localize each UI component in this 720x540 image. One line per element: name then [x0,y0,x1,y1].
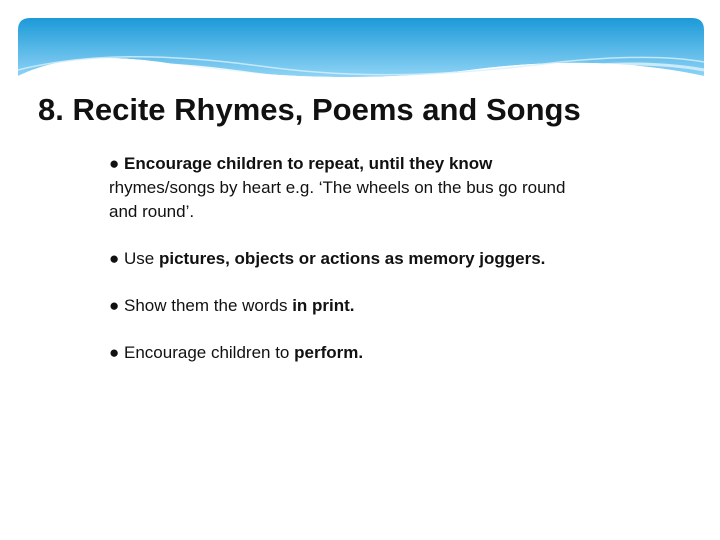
bullet-lead-text: Encourage children to [119,343,295,362]
bullet-dot-icon: ● [109,249,120,268]
bullet-dot-icon: ● [109,343,120,362]
slide-title: 8. Recite Rhymes, Poems and Songs [38,92,581,127]
bullet-rest-text: rhymes/songs by heart e.g. ‘The wheels on the bus go round and round’. [109,178,566,221]
bullet-list [109,152,689,365]
bullet-item-memory-joggers [109,247,689,271]
bullet-bold-text: perform. [294,343,364,362]
bullet-dot-icon: ● [109,154,120,173]
bullet-lead-text: Show them the words [119,296,293,315]
bullet-dot-icon: ● [109,296,120,315]
bullet-lead-text: Use [119,249,159,268]
bullet-bold-text: Encourage children to repeat, until they know [124,154,493,173]
bullet-bold-text: in print. [292,296,355,315]
bullet-bold-text: pictures, objects or actions as memory joggers. [158,249,546,268]
bullet-item-perform [109,341,689,365]
bullet-item-repeat [109,152,579,224]
bullet-item-words-in-print [109,294,689,318]
